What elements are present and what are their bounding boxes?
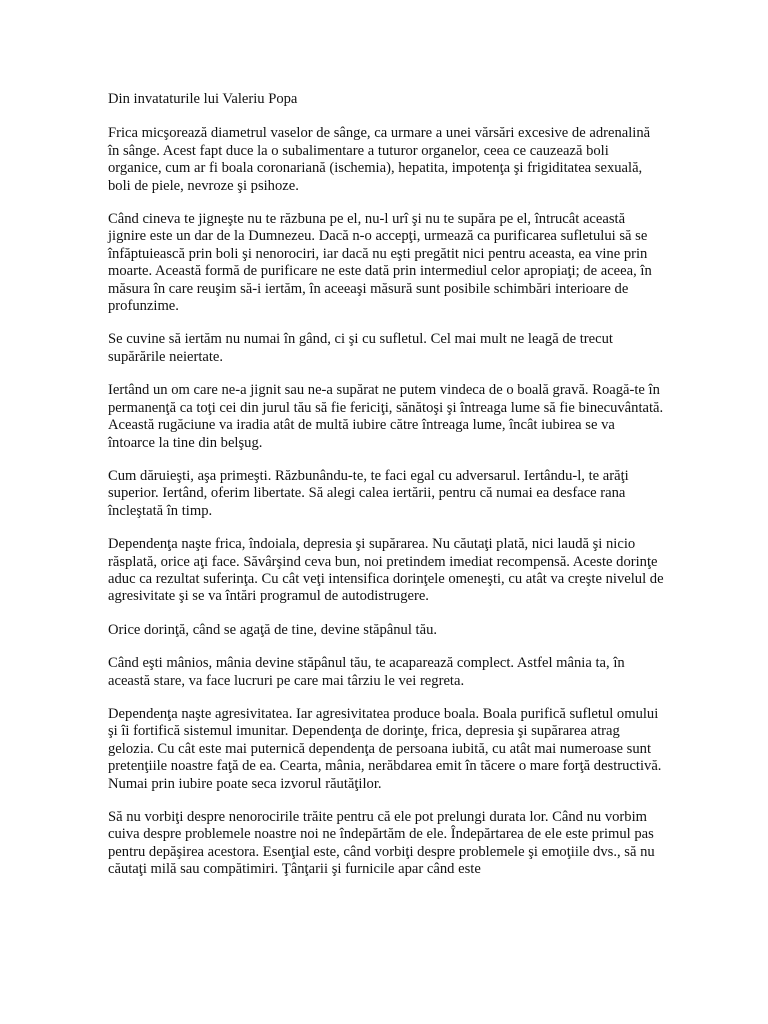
paragraph-4: Iertând un om care ne-a jignit sau ne-a supărat ne putem vindeca de o boală gravă. Roagă-te în permanenţă ca toţi cei din jurul tău să fie fericiţi, sănătoşi şi întreaga lume să fie binecuvântată. Această rugăciune va iradia atât de multă iubire către întreaga lume, încât iubirea se va întoarce la tine din belşug. (108, 382, 664, 451)
paragraph-7: Orice dorinţă, când se agaţă de tine, devine stăpânul tău. (108, 621, 438, 638)
paragraph-8: Când eşti mânios, mânia devine stăpânul tău, te acaparează complect. Astfel mânia ta, în această stare, va face lucruri pe care mai târziu le vei regreta. (108, 655, 625, 689)
paragraph-10: Să nu vorbiţi despre nenorocirile trăite pentru că ele pot prelungi durata lor. Când nu vorbim cuiva despre problemele noastre noi ne îndepărtăm de ele. Îndepărtarea de ele este primul pas pentru depăşirea acestora. Esenţial este, când vorbiţi despre problemele şi emoţiile dvs., să nu căutaţi milă sau compătimiri. Ţânţarii şi furnicile apar când este (108, 809, 655, 878)
paragraph-5: Cum dăruieşti, aşa primeşti. Răzbunându-te, te faci egal cu adversarul. Iertându-l, te arăţi superior. Iertând, oferim libertate. Să alegi calea iertării, pentru că numai ea desface rana încleştată în timp. (108, 467, 629, 519)
paragraph-3: Se cuvine să iertăm nu numai în gând, ci şi cu sufletul. Cel mai mult ne leagă de trecut supărările neiertate. (108, 331, 613, 365)
document-page (108, 91, 664, 895)
paragraph-9: Dependenţa naşte agresivitatea. Iar agresivitatea produce boala. Boala purifică sufletul omului şi îi fortifică sistemul imunitar. Dependenţa de dorinţe, frica, depresia şi supărarea atrag gelozia. Cu cât este mai puternică dependenţa de persoana iubită, cu atât mai numeroase sunt pretenţiile noastre faţă de ea. Cearta, mânia, nerăbdarea emit în tăcere o mare forţă destructivă. Numai prin iubire poate seca izvorul răutăţilor. (108, 705, 662, 792)
paragraph-6: Dependenţa naşte frica, îndoiala, depresia şi supărarea. Nu căutaţi plată, nici laudă şi nicio răsplată, orice aţi face. Săvârşind ceva bun, noi pretindem imediat recompensă. Aceste dorinţe aduc ca rezultat suferinţa. Cu cât veţi intensifica dorinţele omeneşti, cu atât va creşte nivelul de agresivitate şi se va întări programul de autodistrugere. (108, 536, 664, 605)
document-title: Din invataturile lui Valeriu Popa (108, 91, 298, 107)
paragraph-1: Frica micşorează diametrul vaselor de sânge, ca urmare a unei vărsări excesive de adrenalină în sânge. Acest fapt duce la o subalimentare a tuturor organelor, ceea ce cauzează boli organice, cum ar fi boala coronariană (ischemia), hepatita, impotenţa şi frigiditatea sexuală, boli de piele, nevroze şi psihoze. (108, 125, 651, 194)
paragraph-2: Când cineva te jigneşte nu te răzbuna pe el, nu-l urî şi nu te supăra pe el, întrucât această jignire este un dar de la Dumnezeu. Dacă n-o accepţi, urmează ca purificarea sufletului să se înfăptuiească prin boli şi nenorociri, iar dacă nu eşti pregătit nici pentru aceasta, ea vine prin moarte. Această formă de purificare ne este dată prin intermediul celor apropiaţi; de aceea, în măsura în care reuşim să-i iertăm, în aceeaşi măsură sunt posibile schimbări interioare de profunzime. (108, 211, 652, 315)
